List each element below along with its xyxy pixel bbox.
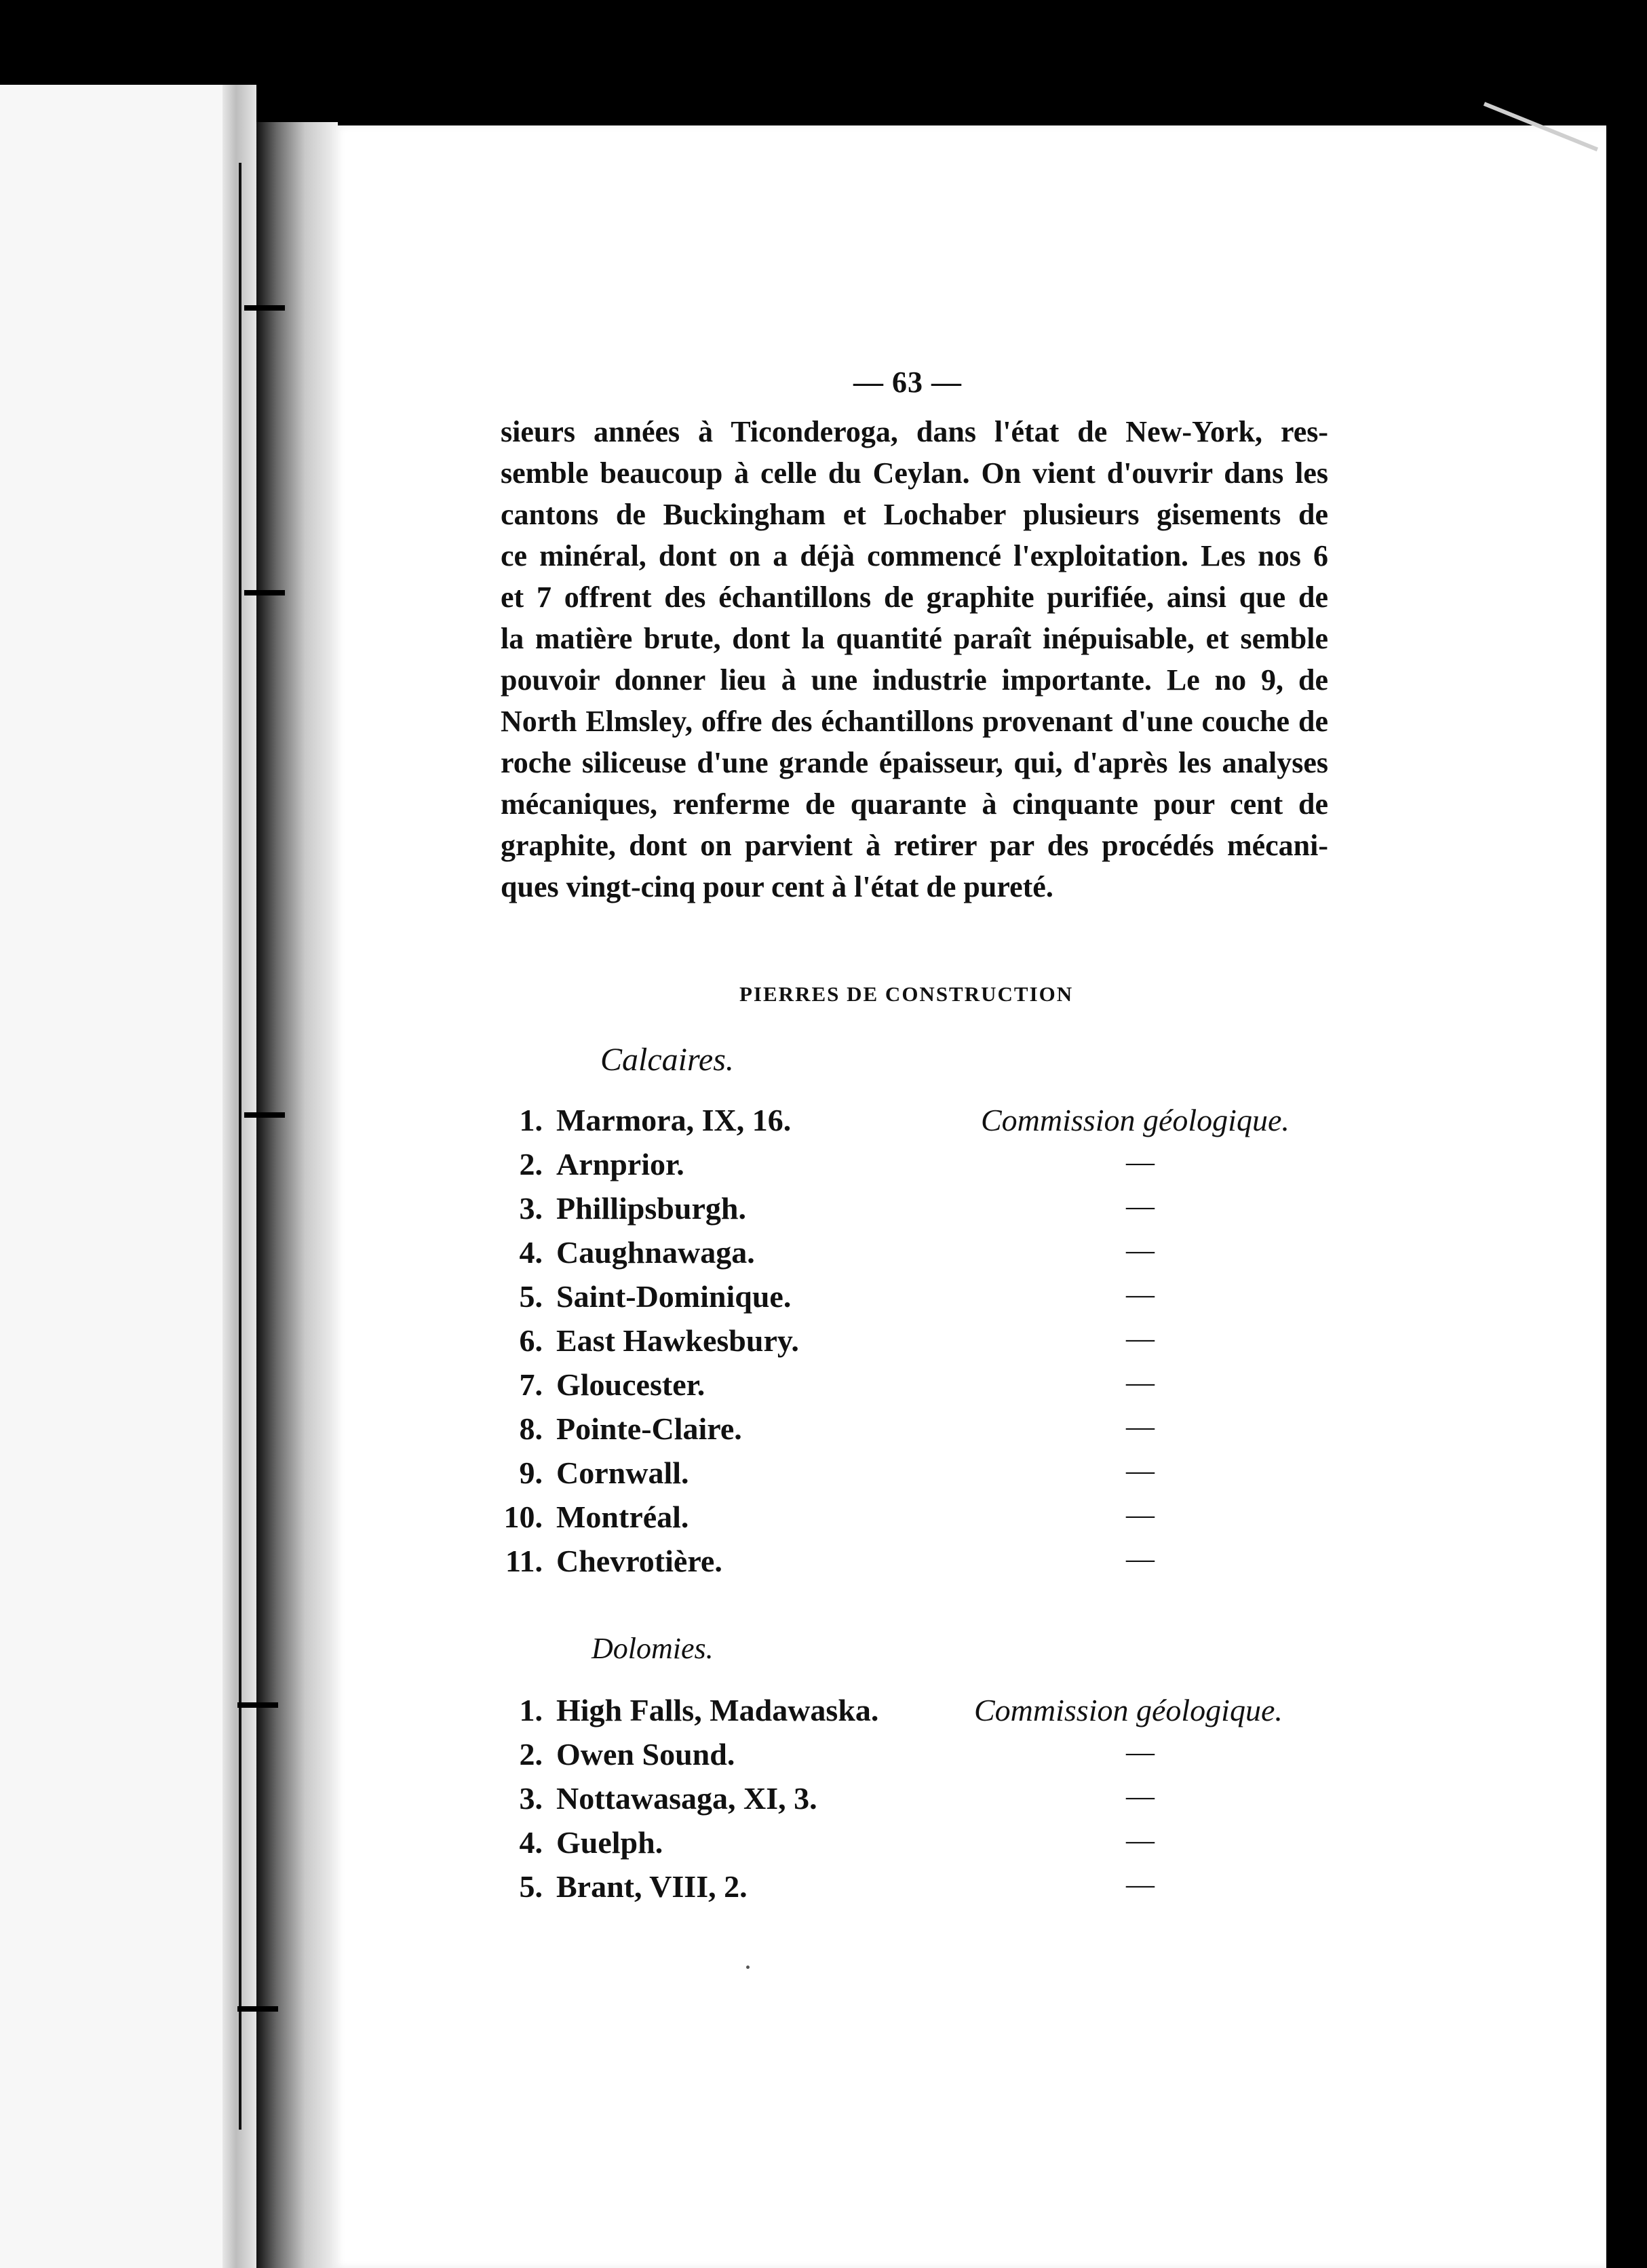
paragraph-line: North Elmsley, offre des échantillons provenant d'une couche de <box>501 705 1328 738</box>
ditto-dash: — <box>1126 1869 1155 1900</box>
ditto-dash: — <box>1126 1455 1155 1487</box>
list-item <box>488 1102 1343 1146</box>
paragraph-line: sieurs années à Ticonderoga, dans l'état de New-York, res- <box>501 415 1328 448</box>
binding-thread-mark <box>237 1702 278 1708</box>
item-source: Commission géologique. <box>981 1103 1290 1137</box>
item-number: 5. <box>519 1279 543 1314</box>
item-name: Chevrotière. <box>556 1544 722 1578</box>
item-name: Saint-Dominique. <box>556 1279 792 1314</box>
item-number: 2. <box>519 1737 543 1772</box>
section-heading: PIERRES DE CONSTRUCTION <box>739 982 1074 1006</box>
ditto-dash: — <box>1126 1781 1155 1812</box>
item-name: Gloucester. <box>556 1367 705 1402</box>
item-name: East Hawkesbury. <box>556 1323 799 1358</box>
item-number: 4. <box>519 1235 543 1270</box>
item-number: 9. <box>519 1455 543 1490</box>
paragraph-line: semble beaucoup à celle du Ceylan. On vient d'ouvrir dans les <box>501 456 1328 490</box>
item-name: Phillipsburgh. <box>556 1191 746 1226</box>
item-source: Commission géologique. <box>974 1693 1283 1727</box>
item-name: Brant, VIII, 2. <box>556 1869 748 1904</box>
item-name: Caughnawaga. <box>556 1235 755 1270</box>
page-gutter-shadow <box>256 122 338 2268</box>
item-number: 6. <box>519 1323 543 1358</box>
paragraph-line: cantons de Buckingham et Lochaber plusieurs gisements de <box>501 498 1328 531</box>
list-item <box>488 1869 1343 1913</box>
item-number: 3. <box>519 1191 543 1226</box>
ditto-dash: — <box>1126 1544 1155 1575</box>
body-paragraph <box>501 411 1328 907</box>
item-number: 11. <box>505 1544 543 1578</box>
list-item <box>488 1736 1343 1780</box>
list-item <box>488 1234 1343 1278</box>
binding-thread-mark <box>244 305 285 311</box>
paragraph-line: pouvoir donner lieu à une industrie importante. Le no 9, de <box>501 663 1328 697</box>
list-item <box>488 1323 1343 1367</box>
item-name: Nottawasaga, XI, 3. <box>556 1781 817 1816</box>
ditto-dash: — <box>1126 1411 1155 1443</box>
item-number: 7. <box>519 1367 543 1402</box>
ditto-dash: — <box>1126 1235 1155 1266</box>
item-name: High Falls, Madawaska. <box>556 1693 879 1727</box>
paragraph-line: roche siliceuse d'une grande épaisseur, qui, d'après les analyses <box>501 746 1328 779</box>
item-name: Pointe-Claire. <box>556 1411 742 1446</box>
item-name: Guelph. <box>556 1825 663 1860</box>
dolomies-heading: Dolomies. <box>592 1632 714 1665</box>
page-number: — 63 — <box>853 366 962 399</box>
list-item <box>488 1780 1343 1824</box>
item-number: 4. <box>519 1825 543 1860</box>
list-item <box>488 1543 1343 1587</box>
item-name: Montréal. <box>556 1500 689 1534</box>
paragraph-line: ques vingt-cinq pour cent à l'état de pureté. <box>501 870 1053 903</box>
item-number: 1. <box>519 1693 543 1727</box>
list-item <box>488 1190 1343 1234</box>
list-item <box>488 1824 1343 1869</box>
paper-speck <box>746 1966 750 1969</box>
list-item <box>488 1499 1343 1543</box>
paragraph-line: ce minéral, dont on a déjà commencé l'exploitation. Les nos 6 <box>501 539 1328 572</box>
item-number: 3. <box>519 1781 543 1816</box>
binding-thread-mark <box>244 590 285 595</box>
list-item <box>488 1411 1343 1455</box>
list-item <box>488 1278 1343 1323</box>
item-name: Arnprior. <box>556 1147 684 1181</box>
dolomies-list <box>488 1692 1343 1913</box>
item-number: 10. <box>503 1500 543 1534</box>
item-number: 2. <box>519 1147 543 1181</box>
ditto-dash: — <box>1126 1323 1155 1354</box>
binding-thread-mark <box>244 1112 285 1118</box>
list-item <box>488 1692 1343 1736</box>
list-item <box>488 1455 1343 1499</box>
ditto-dash: — <box>1126 1147 1155 1178</box>
ditto-dash: — <box>1126 1500 1155 1531</box>
paragraph-line: graphite, dont on parvient à retirer par des procédés mécani- <box>501 829 1328 862</box>
binding-line <box>239 163 241 2130</box>
item-number: 1. <box>519 1103 543 1137</box>
item-name: Owen Sound. <box>556 1737 735 1772</box>
calcaires-list <box>488 1102 1343 1587</box>
paragraph-line: et 7 offrent des échantillons de graphite purifiée, ainsi que de <box>501 581 1328 614</box>
ditto-dash: — <box>1126 1191 1155 1222</box>
paragraph-line: la matière brute, dont la quantité paraît inépuisable, et semble <box>501 622 1328 655</box>
item-name: Cornwall. <box>556 1455 689 1490</box>
paragraph-line: mécaniques, renferme de quarante à cinquante pour cent de <box>501 787 1328 821</box>
ditto-dash: — <box>1126 1825 1155 1856</box>
list-item <box>488 1367 1343 1411</box>
ditto-dash: — <box>1126 1737 1155 1768</box>
ditto-dash: — <box>1126 1279 1155 1310</box>
calcaires-heading: Calcaires. <box>600 1042 734 1078</box>
ditto-dash: — <box>1126 1367 1155 1399</box>
item-number: 5. <box>519 1869 543 1904</box>
item-number: 8. <box>519 1411 543 1446</box>
list-item <box>488 1146 1343 1190</box>
binding-thread-mark <box>237 2006 278 2012</box>
item-name: Marmora, IX, 16. <box>556 1103 792 1137</box>
previous-page <box>0 85 246 2268</box>
